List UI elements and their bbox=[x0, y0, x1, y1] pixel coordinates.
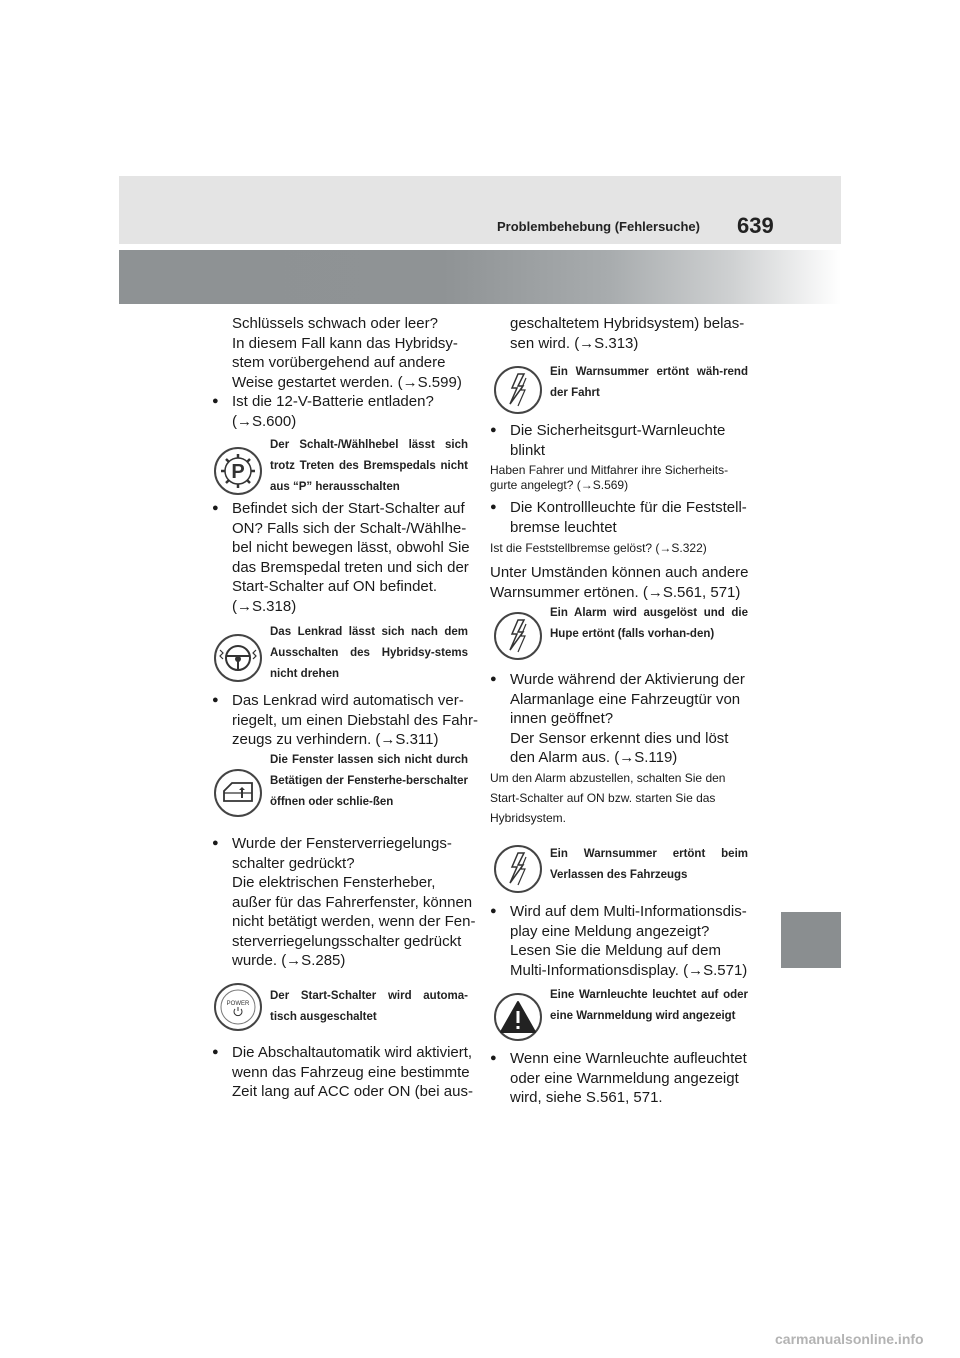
bullet-multi-info-display: ● Wird auf dem Multi-Informationsdis- play eine Meldung angezeigt? Lesen Sie die Meldung auf dem Multi-Informationsdisplay. (→S.571) bbox=[490, 902, 770, 980]
buzzer-icon-alarm bbox=[494, 612, 542, 660]
page-number: 639 bbox=[737, 213, 774, 238]
header-bar bbox=[119, 176, 841, 244]
bullet-shift-lever: ● Befindet sich der Start-Schalter auf ON? Falls sich der Schalt-/Wählhe- bel nicht bewegen lässt, obwohl Sie das Bremspedal treten und sich der Start-Schalter auf ON befindet. (→S.318) bbox=[212, 499, 492, 616]
power-label: POWER bbox=[226, 1001, 250, 1007]
heading-shift-lever: Der Schalt-/Wählhebel lässt sich trotz Treten des Bremspedals nicht aus “P” herausschalten bbox=[270, 439, 468, 493]
bullet-warning-light: ● Wenn eine Warnleuchte aufleuchtet oder eine Warnmeldung angezeigt wird, siehe S.561, 571. bbox=[490, 1049, 770, 1108]
heading-buzzer-leaving: Ein Warnsummer ertönt beim Verlassen des Fahrzeugs bbox=[550, 848, 748, 881]
chapter-gradient-bar bbox=[119, 250, 841, 304]
buzzer-icon-driving bbox=[494, 366, 542, 414]
heading-alarm: Ein Alarm wird ausgelöst und die Hupe ertönt (falls vorhan-den) bbox=[550, 607, 748, 640]
note-seatbelt: Haben Fahrer und Mitfahrer ihre Sicherheits- gurte angelegt? (→S.569) bbox=[490, 463, 729, 492]
note-parkbrake: Ist die Feststellbremse gelöst? (→S.322) bbox=[490, 541, 707, 555]
heading-windows: Die Fenster lassen sich nicht durch Betätigen der Fensterhe-berschalter öffnen oder schlie-ßen bbox=[270, 754, 468, 808]
steering-wheel-icon bbox=[214, 634, 262, 682]
bullet-alarm: ● Wurde während der Aktivierung der Alarmanlage eine Fahrzeugtür von innen geöffnet? Der Sensor erkennt dies und löst den Alarm aus. (→S.119) bbox=[490, 670, 770, 768]
window-switch-icon bbox=[214, 769, 262, 817]
paragraph-other-buzzers: Unter Umständen können auch andere Warnsummer ertönen. (→S.561, 571) bbox=[490, 564, 749, 601]
heading-buzzer-driving: Ein Warnsummer ertönt wäh-rend der Fahrt bbox=[550, 366, 748, 399]
bullet-power: ● Die Abschaltautomatik wird aktiviert, wenn das Fahrzeug eine bestimmte Zeit lang auf ACC oder ON (bei aus- bbox=[212, 1043, 492, 1102]
svg-text:P: P bbox=[231, 461, 245, 483]
section-title: Problembehebung (Fehlersuche) bbox=[497, 219, 700, 234]
heading-steering: Das Lenkrad lässt sich nach dem Ausschalten des Hybridsy-stems nicht drehen bbox=[270, 626, 468, 680]
continuation-paragraph: geschaltetem Hybridsystem) belas- sen wird. (→S.313) bbox=[510, 315, 745, 352]
warning-triangle-icon bbox=[494, 993, 542, 1041]
heading-power: Der Start-Schalter wird automa-tisch ausgeschaltet bbox=[270, 990, 468, 1023]
bullet-windows: ● Wurde der Fensterverriegelungs- schalter gedrückt? Die elektrischen Fensterheber, außer für das Fahrerfenster, können nicht betätigt werden, wenn der Fen- sterverriegelungsschalter gedrückt wurde. (→S.285) bbox=[212, 834, 492, 971]
bullet-steering: ● Das Lenkrad wird automatisch ver- riegelt, um einen Diebstahl des Fahr- zeugs zu verhindern. (→S.311) bbox=[212, 691, 492, 750]
power-button-icon bbox=[214, 983, 262, 1031]
intro-paragraph: Schlüssels schwach oder leer? In diesem Fall kann das Hybridsy- stem vorübergehend auf andere Weise gestartet werden. (→S.599) bbox=[232, 315, 462, 391]
bullet-parkbrake: ● Die Kontrollleuchte für die Feststell- bremse leuchtet bbox=[490, 498, 770, 537]
note-alarm: Um den Alarm abzustellen, schalten Sie den Start-Schalter auf ON bzw. starten Sie das Hybridsystem. bbox=[490, 771, 726, 825]
footer-watermark: carmanualsonline.info bbox=[775, 1331, 924, 1347]
heading-warning-light: Eine Warnleuchte leuchtet auf oder eine Warnmeldung wird angezeigt bbox=[550, 989, 748, 1022]
bullet-seatbelt: ● Die Sicherheitsgurt-Warnleuchte blinkt bbox=[490, 421, 770, 460]
chapter-side-tab bbox=[781, 912, 841, 968]
p-gear-icon bbox=[214, 447, 262, 495]
bullet-battery: ● Ist die 12-V-Batterie entladen? (→S.600) bbox=[212, 392, 492, 431]
buzzer-icon-leaving bbox=[494, 845, 542, 893]
